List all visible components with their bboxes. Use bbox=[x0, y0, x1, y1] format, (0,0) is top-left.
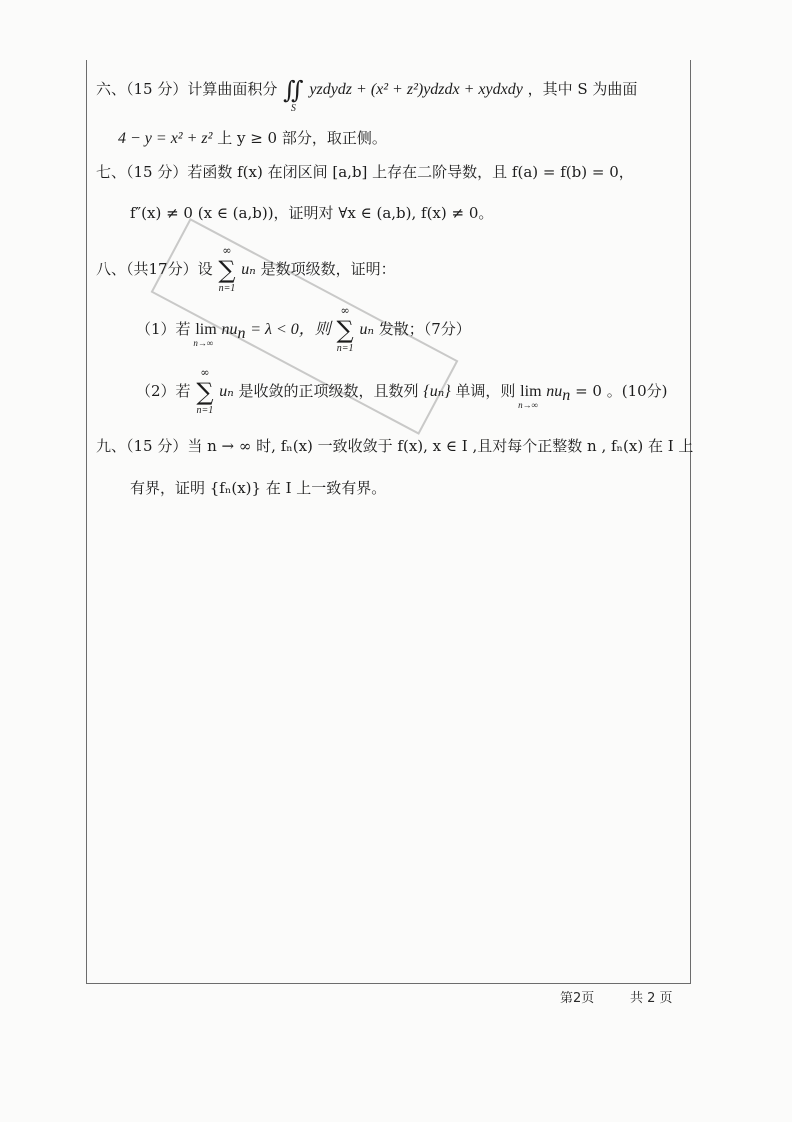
sum-symbol: ∞ ∑ n=1 bbox=[218, 244, 236, 294]
page-total: 共 2 页 bbox=[630, 991, 673, 1006]
q8-p1-prefix: （1）若 bbox=[136, 320, 191, 338]
q9-line2: 有界，证明 {fₙ(x)} 在 I 上一致有界。 bbox=[130, 479, 387, 497]
q6-mid: ，其中 S 为曲面 bbox=[527, 80, 638, 98]
q8-p2-tail: 单调，则 bbox=[455, 382, 516, 400]
q6-line2-text: 上 y ≥ 0 部分，取正侧。 bbox=[217, 129, 387, 147]
q8-intro-suffix: 是数项级数，证明： bbox=[260, 260, 396, 278]
q6-line1 bbox=[96, 76, 638, 114]
q8-intro bbox=[96, 244, 396, 294]
page-number: 第2页 bbox=[560, 991, 595, 1006]
q6-line2 bbox=[118, 128, 387, 149]
u-n: uₙ bbox=[359, 321, 374, 338]
q8-p1-math: nu bbox=[221, 321, 238, 338]
u-n: uₙ bbox=[219, 383, 234, 400]
q7-line2: f″(x) ≠ 0 (x ∈ (a,b))，证明对 ∀x ∈ (a,b), f(x) ≠ 0。 bbox=[130, 204, 494, 222]
sum-symbol: ∞ ∑ n=1 bbox=[336, 304, 354, 354]
sum-symbol: ∞ ∑ n=1 bbox=[196, 366, 214, 416]
q6-surface-eq: 4 − y = x² + z² bbox=[118, 130, 213, 147]
q7-line1: 七、（15 分）若函数 f(x) 在闭区间 [a,b] 上存在二阶导数，且 f(a) = f(b) = 0， bbox=[96, 163, 634, 181]
q6-integrand: yzdydz + (x² + z²)ydzdx + xydxdy bbox=[309, 81, 523, 98]
q8-p2-seq: {uₙ} bbox=[423, 383, 451, 400]
q8-p2-math: nu bbox=[546, 383, 563, 400]
limit-expression: lim n→∞ bbox=[193, 321, 217, 348]
q8-p2-mid: 是收敛的正项级数，且数列 bbox=[238, 382, 419, 400]
q6-prefix: 六、（15 分）计算曲面积分 bbox=[96, 80, 278, 98]
q8-p1-suffix: 发散；（7分） bbox=[378, 320, 471, 338]
q8-p2-prefix: （2）若 bbox=[136, 382, 191, 400]
q8-part1: （1）若 lim n→∞ $nu_n = \lambda < 0$，则 ∞ ∑ n=1 uₙ 发散；（7分） bbox=[136, 304, 471, 354]
answer-frame bbox=[86, 60, 694, 984]
q8-p1-rest: = λ < 0，则 bbox=[250, 321, 331, 338]
limit-expression: lim n→∞ bbox=[518, 383, 542, 410]
double-integral-symbol: ∬ S bbox=[283, 76, 304, 114]
q9-line1: 九、（15 分）当 n → ∞ 时, fₙ(x) 一致收敛于 f(x), x ∈ I ,且对每个正整数 n , fₙ(x) 在 I 上 bbox=[96, 437, 694, 455]
q8-p2-end: = 0 。(10分) bbox=[575, 382, 668, 400]
u-n: uₙ bbox=[241, 261, 256, 278]
q8-intro-prefix: 八、（共17分）设 bbox=[96, 260, 213, 278]
q8-part2: （2）若 ∞ ∑ n=1 uₙ 是收敛的正项级数，且数列 {uₙ} 单调，则 lim n→∞ $nu_n = 0$ 。(10分) bbox=[136, 366, 668, 416]
